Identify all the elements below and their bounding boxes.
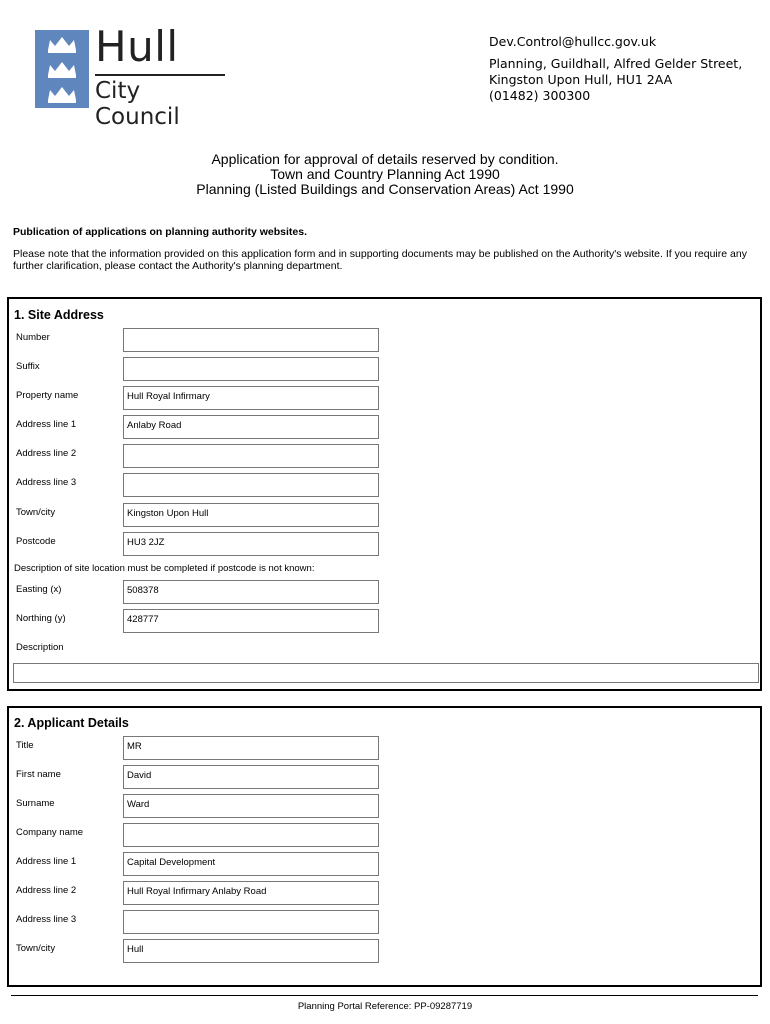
crown-icon — [46, 34, 78, 54]
crown-icon — [46, 84, 78, 104]
northing-field[interactable]: 428777 — [123, 609, 379, 633]
crest-shield — [35, 30, 89, 108]
logo-name: Hull — [95, 22, 179, 71]
field-label: Address line 1 — [16, 856, 77, 867]
title-line3: Planning (Listed Buildings and Conservation Areas) Act 1990 — [196, 181, 574, 197]
field-label: Number — [16, 332, 50, 343]
applicant-address-line2-field[interactable]: Hull Royal Infirmary Anlaby Road — [123, 881, 379, 905]
field-row-address-line3 — [9, 910, 760, 936]
site-address-section — [7, 297, 762, 691]
field-row-easting — [9, 580, 760, 606]
title-line2: Town and Country Planning Act 1990 — [270, 166, 500, 182]
field-row-address-line3 — [9, 473, 760, 499]
field-label: Address line 1 — [16, 419, 77, 430]
field-label: Company name — [16, 827, 84, 838]
field-row-first-name — [9, 765, 760, 791]
crown-icon — [46, 59, 78, 79]
field-label: Easting (x) — [16, 584, 62, 595]
description-label: Description — [16, 642, 64, 653]
field-label: Suffix — [16, 361, 40, 372]
number-field[interactable] — [123, 328, 379, 352]
contact-phone: (01482) 300300 — [489, 88, 591, 103]
field-label: Title — [16, 740, 34, 751]
field-label: Address line 2 — [16, 448, 77, 459]
section-title: 2. Applicant Details — [14, 716, 129, 730]
suffix-field[interactable] — [123, 357, 379, 381]
description-field[interactable] — [13, 663, 759, 683]
postcode-field[interactable]: HU3 2JZ — [123, 532, 379, 556]
portal-reference: Planning Portal Reference: PP-09287719 — [297, 1001, 473, 1012]
publication-notice: Please note that the information provided on this application form and in supporting documents may be published on the Authority's website. If you require any further clarification, please contact the Authority's planning department. — [13, 248, 747, 272]
company-name-field[interactable] — [123, 823, 379, 847]
field-label: Property name — [16, 390, 79, 401]
field-row-postcode — [9, 532, 760, 558]
footer-divider — [11, 995, 758, 996]
surname-field[interactable]: Ward — [123, 794, 379, 818]
field-label: First name — [16, 769, 61, 780]
form-title — [0, 152, 770, 197]
field-label: Town/city — [16, 943, 56, 954]
field-label: Postcode — [16, 536, 56, 547]
field-label: Town/city — [16, 507, 56, 518]
logo-divider — [95, 74, 225, 76]
field-row-address-line1 — [9, 415, 760, 441]
address-line2-field[interactable] — [123, 444, 379, 468]
address-line1-field[interactable]: Anlaby Road — [123, 415, 379, 439]
council-logo — [35, 22, 230, 130]
field-label: Address line 3 — [16, 914, 77, 925]
contact-address-line2: Kingston Upon Hull, HU1 2AA — [489, 72, 673, 87]
contact-address-line1: Planning, Guildhall, Alfred Gelder Street, — [489, 56, 743, 71]
first-name-field[interactable]: David — [123, 765, 379, 789]
contact-email[interactable]: Dev.Control@hullcc.gov.uk — [489, 34, 657, 49]
address-line3-field[interactable] — [123, 473, 379, 497]
town-city-field[interactable]: Kingston Upon Hull — [123, 503, 379, 527]
applicant-town-city-field[interactable]: Hull — [123, 939, 379, 963]
logo-subname: City Council — [95, 78, 180, 130]
field-row-address-line1 — [9, 852, 760, 878]
field-row-address-line2 — [9, 444, 760, 470]
field-label: Surname — [16, 798, 55, 809]
field-row-suffix — [9, 357, 760, 383]
field-row-number — [9, 328, 760, 354]
field-label: Northing (y) — [16, 613, 66, 624]
field-row-company-name — [9, 823, 760, 849]
property-name-field[interactable]: Hull Royal Infirmary — [123, 386, 379, 410]
field-row-surname — [9, 794, 760, 820]
field-row-town-city — [9, 939, 760, 965]
contact-block — [489, 34, 742, 104]
applicant-address-line1-field[interactable]: Capital Development — [123, 852, 379, 876]
section-title: 1. Site Address — [14, 308, 104, 322]
applicant-address-line3-field[interactable] — [123, 910, 379, 934]
publication-heading: Publication of applications on planning authority websites. — [13, 226, 308, 238]
title-field[interactable]: MR — [123, 736, 379, 760]
field-label: Address line 2 — [16, 885, 77, 896]
field-row-address-line2 — [9, 881, 760, 907]
easting-field[interactable]: 508378 — [123, 580, 379, 604]
field-label: Address line 3 — [16, 477, 77, 488]
applicant-details-section — [7, 706, 762, 987]
field-row-property-name — [9, 386, 760, 412]
field-row-title — [9, 736, 760, 762]
title-line1: Application for approval of details reserved by condition. — [211, 151, 559, 167]
field-row-northing — [9, 609, 760, 635]
location-note: Description of site location must be completed if postcode is not known: — [14, 563, 315, 574]
field-row-town-city — [9, 503, 760, 529]
